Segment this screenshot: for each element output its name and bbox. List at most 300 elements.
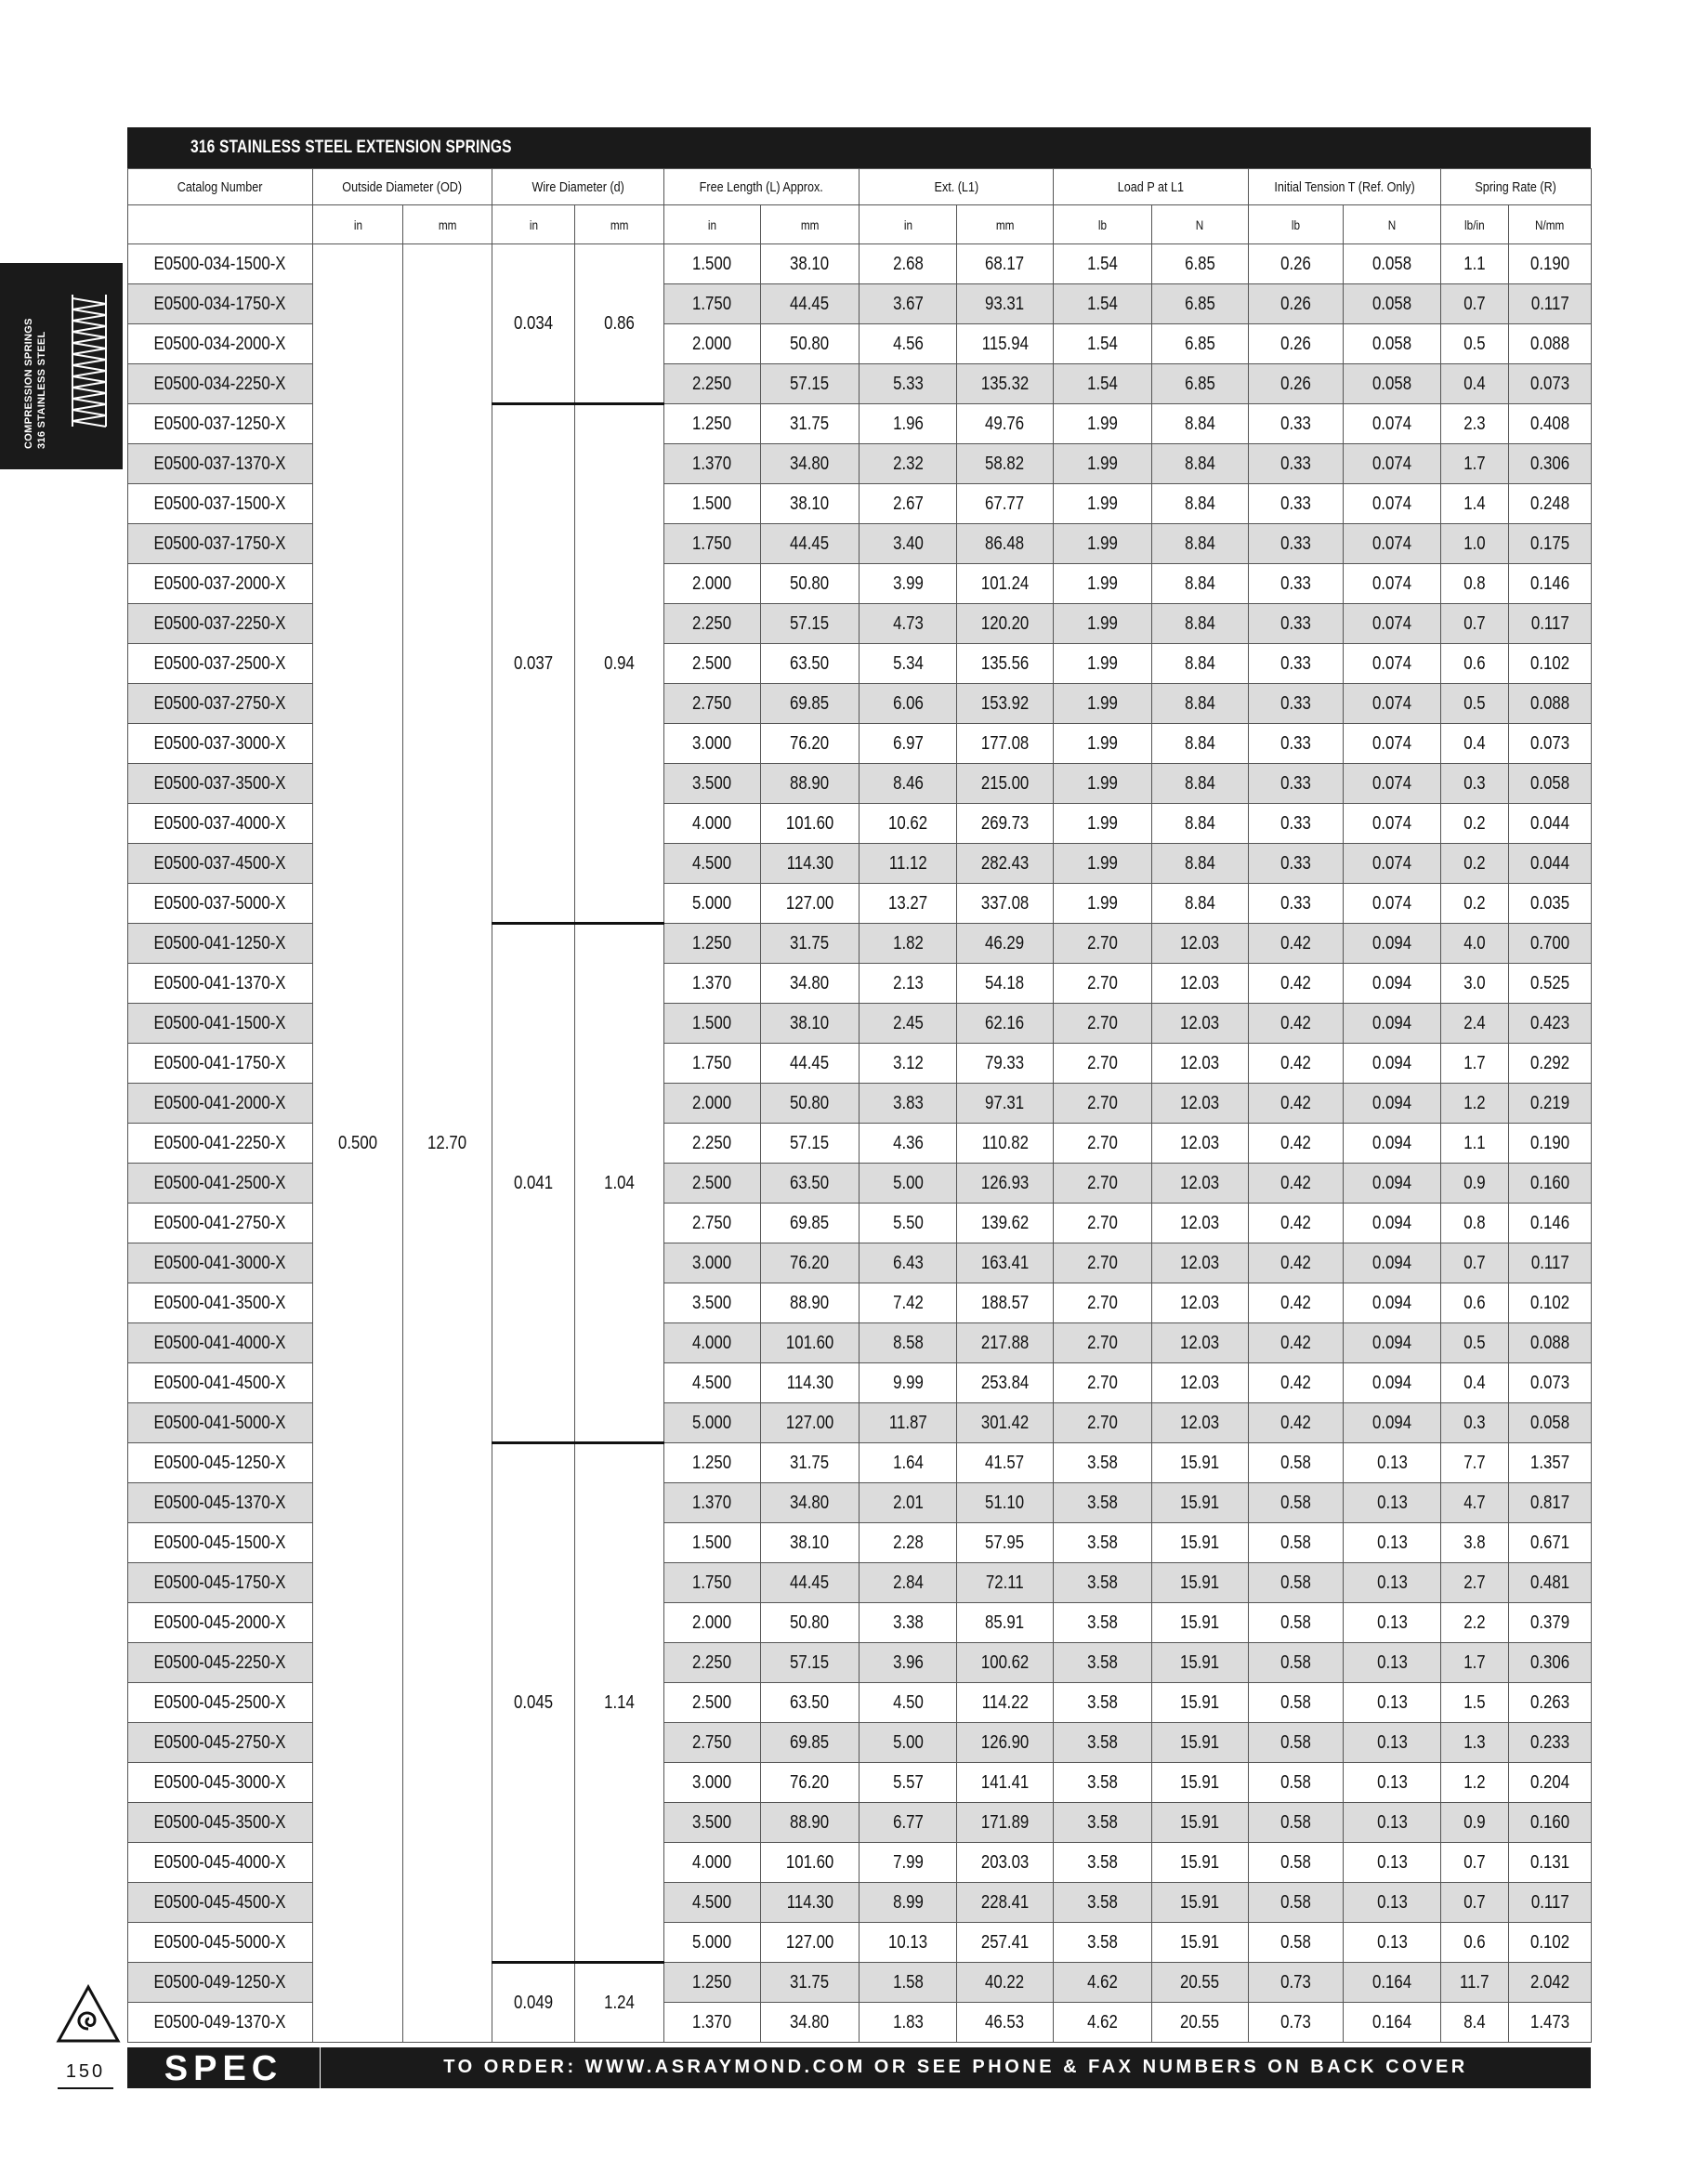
tension-n-cell: 0.074 — [1344, 444, 1441, 484]
tension-n-cell: 0.13 — [1344, 1723, 1441, 1763]
tension-lb-cell: 0.73 — [1249, 1963, 1344, 2003]
load-n-cell: 6.85 — [1152, 324, 1249, 364]
load-lb-cell: 2.70 — [1054, 964, 1152, 1004]
rate-lbin-cell: 0.4 — [1441, 724, 1509, 764]
free-length-mm-cell: 38.10 — [761, 244, 860, 284]
free-length-in-cell: 1.750 — [664, 1044, 761, 1084]
catalog-number-cell: E0500-037-2500-X — [128, 644, 313, 684]
catalog-number-cell: E0500-041-4500-X — [128, 1363, 313, 1403]
ext-mm-cell: 49.76 — [957, 404, 1054, 444]
wire-in-cell: 0.049 — [492, 1963, 575, 2043]
rate-lbin-cell: 1.7 — [1441, 1643, 1509, 1683]
free-length-in-cell: 5.000 — [664, 884, 761, 924]
catalog-number-cell: E0500-037-1750-X — [128, 524, 313, 564]
rate-nmm-cell: 0.190 — [1509, 244, 1592, 284]
tension-n-cell: 0.058 — [1344, 244, 1441, 284]
side-tab-line1: COMPRESSION SPRINGS — [23, 318, 34, 449]
rate-lbin-cell: 1.1 — [1441, 1124, 1509, 1164]
free-length-in-cell: 1.500 — [664, 1523, 761, 1563]
free-length-mm-cell: 31.75 — [761, 924, 860, 964]
unit-header-cell: in — [664, 205, 761, 244]
catalog-number-cell: E0500-045-1370-X — [128, 1483, 313, 1523]
free-length-mm-cell: 63.50 — [761, 1683, 860, 1723]
free-length-in-cell: 4.000 — [664, 1323, 761, 1363]
catalog-number-cell: E0500-041-2500-X — [128, 1164, 313, 1204]
ext-in-cell: 2.32 — [860, 444, 957, 484]
free-length-mm-cell: 31.75 — [761, 404, 860, 444]
tension-lb-cell: 0.58 — [1249, 1523, 1344, 1563]
free-length-in-cell: 1.370 — [664, 2003, 761, 2043]
load-n-cell: 15.91 — [1152, 1443, 1249, 1483]
rate-lbin-cell: 4.7 — [1441, 1483, 1509, 1523]
free-length-mm-cell: 38.10 — [761, 484, 860, 524]
ext-mm-cell: 115.94 — [957, 324, 1054, 364]
load-n-cell: 12.03 — [1152, 1363, 1249, 1403]
ext-in-cell: 2.67 — [860, 484, 957, 524]
ext-in-cell: 5.33 — [860, 364, 957, 404]
tension-n-cell: 0.13 — [1344, 1763, 1441, 1803]
tension-lb-cell: 0.33 — [1249, 404, 1344, 444]
load-n-cell: 8.84 — [1152, 844, 1249, 884]
catalog-number-cell: E0500-041-5000-X — [128, 1403, 313, 1443]
free-length-mm-cell: 76.20 — [761, 724, 860, 764]
tension-n-cell: 0.094 — [1344, 1084, 1441, 1124]
ext-in-cell: 3.12 — [860, 1044, 957, 1084]
load-n-cell: 20.55 — [1152, 2003, 1249, 2043]
load-lb-cell: 1.99 — [1054, 444, 1152, 484]
free-length-in-cell: 4.000 — [664, 1843, 761, 1883]
rate-nmm-cell: 1.473 — [1509, 2003, 1592, 2043]
free-length-in-cell: 2.750 — [664, 684, 761, 724]
unit-header-cell: mm — [575, 205, 664, 244]
load-lb-cell: 1.54 — [1054, 324, 1152, 364]
free-length-in-cell: 1.250 — [664, 404, 761, 444]
tension-lb-cell: 0.58 — [1249, 1643, 1344, 1683]
load-n-cell: 8.84 — [1152, 444, 1249, 484]
tension-lb-cell: 0.33 — [1249, 884, 1344, 924]
header-wire-diameter: Wire Diameter (d) — [492, 169, 664, 205]
tension-lb-cell: 0.26 — [1249, 284, 1344, 324]
load-lb-cell: 2.70 — [1054, 1283, 1152, 1323]
load-lb-cell: 3.58 — [1054, 1603, 1152, 1643]
rate-lbin-cell: 2.2 — [1441, 1603, 1509, 1643]
wire-mm-cell: 0.94 — [575, 404, 664, 924]
ext-in-cell: 3.40 — [860, 524, 957, 564]
unit-header-cell: in — [313, 205, 403, 244]
free-length-in-cell: 2.250 — [664, 604, 761, 644]
tension-n-cell: 0.074 — [1344, 524, 1441, 564]
free-length-mm-cell: 88.90 — [761, 1283, 860, 1323]
unit-header-cell: in — [492, 205, 575, 244]
catalog-number-cell: E0500-041-2000-X — [128, 1084, 313, 1124]
ext-mm-cell: 153.92 — [957, 684, 1054, 724]
ext-in-cell: 4.73 — [860, 604, 957, 644]
tension-lb-cell: 0.58 — [1249, 1563, 1344, 1603]
load-n-cell: 12.03 — [1152, 1323, 1249, 1363]
load-n-cell: 12.03 — [1152, 1004, 1249, 1044]
rate-lbin-cell: 1.5 — [1441, 1683, 1509, 1723]
rate-lbin-cell: 0.3 — [1441, 1403, 1509, 1443]
unit-header-cell: N — [1344, 205, 1441, 244]
tension-lb-cell: 0.42 — [1249, 1164, 1344, 1204]
ext-mm-cell: 97.31 — [957, 1084, 1054, 1124]
catalog-number-cell: E0500-045-2000-X — [128, 1603, 313, 1643]
wire-in-cell: 0.037 — [492, 404, 575, 924]
free-length-mm-cell: 44.45 — [761, 1044, 860, 1084]
tension-n-cell: 0.074 — [1344, 764, 1441, 804]
load-n-cell: 15.91 — [1152, 1763, 1249, 1803]
free-length-mm-cell: 38.10 — [761, 1523, 860, 1563]
load-n-cell: 8.84 — [1152, 764, 1249, 804]
catalog-number-cell: E0500-034-1500-X — [128, 244, 313, 284]
rate-nmm-cell: 1.357 — [1509, 1443, 1592, 1483]
rate-nmm-cell: 0.408 — [1509, 404, 1592, 444]
rate-lbin-cell: 1.1 — [1441, 244, 1509, 284]
unit-header-cell: lb — [1054, 205, 1152, 244]
tension-lb-cell: 0.26 — [1249, 244, 1344, 284]
rate-lbin-cell: 0.2 — [1441, 804, 1509, 844]
tension-lb-cell: 0.33 — [1249, 764, 1344, 804]
ext-mm-cell: 58.82 — [957, 444, 1054, 484]
load-lb-cell: 3.58 — [1054, 1723, 1152, 1763]
tension-n-cell: 0.13 — [1344, 1843, 1441, 1883]
load-n-cell: 12.03 — [1152, 1403, 1249, 1443]
rate-nmm-cell: 0.058 — [1509, 764, 1592, 804]
tension-n-cell: 0.094 — [1344, 1204, 1441, 1243]
tension-n-cell: 0.094 — [1344, 924, 1441, 964]
page-number-underline — [58, 2087, 113, 2089]
free-length-mm-cell: 50.80 — [761, 564, 860, 604]
load-n-cell: 12.03 — [1152, 964, 1249, 1004]
rate-nmm-cell: 0.175 — [1509, 524, 1592, 564]
load-n-cell: 12.03 — [1152, 1084, 1249, 1124]
tension-n-cell: 0.094 — [1344, 1403, 1441, 1443]
tension-lb-cell: 0.58 — [1249, 1443, 1344, 1483]
rate-nmm-cell: 0.671 — [1509, 1523, 1592, 1563]
tension-n-cell: 0.058 — [1344, 284, 1441, 324]
ext-in-cell: 10.13 — [860, 1923, 957, 1963]
load-lb-cell: 1.99 — [1054, 564, 1152, 604]
load-n-cell: 15.91 — [1152, 1483, 1249, 1523]
load-lb-cell: 1.99 — [1054, 524, 1152, 564]
ext-in-cell: 8.46 — [860, 764, 957, 804]
rate-lbin-cell: 1.3 — [1441, 1723, 1509, 1763]
load-lb-cell: 1.99 — [1054, 604, 1152, 644]
rate-lbin-cell: 7.7 — [1441, 1443, 1509, 1483]
load-lb-cell: 2.70 — [1054, 1403, 1152, 1443]
header-extension: Ext. (L1) — [860, 169, 1054, 205]
rate-lbin-cell: 0.7 — [1441, 284, 1509, 324]
load-lb-cell: 2.70 — [1054, 1084, 1152, 1124]
free-length-mm-cell: 69.85 — [761, 1204, 860, 1243]
tension-n-cell: 0.094 — [1344, 1164, 1441, 1204]
rate-lbin-cell: 0.4 — [1441, 364, 1509, 404]
rate-lbin-cell: 11.7 — [1441, 1963, 1509, 2003]
free-length-mm-cell: 127.00 — [761, 1403, 860, 1443]
ext-mm-cell: 86.48 — [957, 524, 1054, 564]
load-n-cell: 15.91 — [1152, 1803, 1249, 1843]
free-length-in-cell: 1.500 — [664, 1004, 761, 1044]
catalog-number-cell: E0500-045-2250-X — [128, 1643, 313, 1683]
free-length-in-cell: 2.750 — [664, 1204, 761, 1243]
tension-lb-cell: 0.26 — [1249, 324, 1344, 364]
table-title: 316 STAINLESS STEEL EXTENSION SPRINGS — [190, 138, 512, 157]
load-n-cell: 8.84 — [1152, 404, 1249, 444]
rate-nmm-cell: 0.044 — [1509, 844, 1592, 884]
load-lb-cell: 2.70 — [1054, 1323, 1152, 1363]
rate-lbin-cell: 1.7 — [1441, 444, 1509, 484]
tension-lb-cell: 0.33 — [1249, 524, 1344, 564]
free-length-mm-cell: 127.00 — [761, 884, 860, 924]
load-lb-cell: 2.70 — [1054, 1204, 1152, 1243]
tension-n-cell: 0.058 — [1344, 324, 1441, 364]
catalog-number-cell: E0500-045-4000-X — [128, 1843, 313, 1883]
ext-in-cell: 7.99 — [860, 1843, 957, 1883]
ext-in-cell: 5.34 — [860, 644, 957, 684]
ext-mm-cell: 62.16 — [957, 1004, 1054, 1044]
ext-mm-cell: 177.08 — [957, 724, 1054, 764]
free-length-in-cell: 2.000 — [664, 1084, 761, 1124]
table-title-bar — [127, 127, 1591, 168]
rate-nmm-cell: 0.423 — [1509, 1004, 1592, 1044]
tension-n-cell: 0.13 — [1344, 1523, 1441, 1563]
load-n-cell: 15.91 — [1152, 1563, 1249, 1603]
spec-table — [127, 168, 1592, 2043]
free-length-mm-cell: 69.85 — [761, 684, 860, 724]
tension-lb-cell: 0.33 — [1249, 684, 1344, 724]
page-number: 150 — [65, 2061, 106, 2082]
load-n-cell: 8.84 — [1152, 604, 1249, 644]
ext-mm-cell: 257.41 — [957, 1923, 1054, 1963]
tension-n-cell: 0.074 — [1344, 484, 1441, 524]
tension-n-cell: 0.13 — [1344, 1683, 1441, 1723]
ext-mm-cell: 269.73 — [957, 804, 1054, 844]
load-n-cell: 20.55 — [1152, 1963, 1249, 2003]
rate-nmm-cell: 0.219 — [1509, 1084, 1592, 1124]
catalog-number-cell: E0500-045-3000-X — [128, 1763, 313, 1803]
section-side-tab[interactable] — [0, 263, 123, 469]
ext-mm-cell: 72.11 — [957, 1563, 1054, 1603]
tension-n-cell: 0.13 — [1344, 1563, 1441, 1603]
load-lb-cell: 1.99 — [1054, 804, 1152, 844]
catalog-number-cell: E0500-037-2000-X — [128, 564, 313, 604]
tension-lb-cell: 0.33 — [1249, 564, 1344, 604]
catalog-number-cell: E0500-041-1750-X — [128, 1044, 313, 1084]
rate-nmm-cell: 0.058 — [1509, 1403, 1592, 1443]
free-length-mm-cell: 34.80 — [761, 444, 860, 484]
load-lb-cell: 2.70 — [1054, 1004, 1152, 1044]
tension-lb-cell: 0.26 — [1249, 364, 1344, 404]
catalog-number-cell: E0500-037-2750-X — [128, 684, 313, 724]
ext-mm-cell: 217.88 — [957, 1323, 1054, 1363]
side-tab-text — [22, 291, 65, 449]
ext-in-cell: 5.00 — [860, 1164, 957, 1204]
tension-lb-cell: 0.58 — [1249, 1723, 1344, 1763]
free-length-mm-cell: 63.50 — [761, 644, 860, 684]
free-length-in-cell: 3.500 — [664, 1283, 761, 1323]
catalog-number-cell: E0500-041-3500-X — [128, 1283, 313, 1323]
rate-lbin-cell: 1.2 — [1441, 1763, 1509, 1803]
catalog-number-cell: E0500-037-3000-X — [128, 724, 313, 764]
ext-in-cell: 1.83 — [860, 2003, 957, 2043]
catalog-number-cell: E0500-041-2750-X — [128, 1204, 313, 1243]
load-lb-cell: 1.99 — [1054, 764, 1152, 804]
ext-in-cell: 2.28 — [860, 1523, 957, 1563]
catalog-number-cell: E0500-045-3500-X — [128, 1803, 313, 1843]
free-length-mm-cell: 50.80 — [761, 1084, 860, 1124]
triangle-spiral-logo-icon — [56, 1984, 121, 2044]
tension-n-cell: 0.13 — [1344, 1603, 1441, 1643]
table-row — [128, 244, 1592, 284]
tension-lb-cell: 0.42 — [1249, 1044, 1344, 1084]
ext-mm-cell: 253.84 — [957, 1363, 1054, 1403]
order-info-text[interactable]: TO ORDER: WWW.ASRAYMOND.COM OR SEE PHONE & FAX NUMBERS ON BACK COVER — [443, 2057, 1468, 2077]
tension-lb-cell: 0.42 — [1249, 1004, 1344, 1044]
rate-nmm-cell: 0.146 — [1509, 564, 1592, 604]
load-lb-cell: 3.58 — [1054, 1483, 1152, 1523]
free-length-mm-cell: 76.20 — [761, 1763, 860, 1803]
free-length-in-cell: 2.500 — [664, 1164, 761, 1204]
rate-lbin-cell: 0.7 — [1441, 604, 1509, 644]
rate-lbin-cell: 0.4 — [1441, 1363, 1509, 1403]
order-footer-bar — [321, 2047, 1591, 2088]
free-length-mm-cell: 34.80 — [761, 2003, 860, 2043]
load-n-cell: 8.84 — [1152, 884, 1249, 924]
tension-n-cell: 0.094 — [1344, 1283, 1441, 1323]
ext-mm-cell: 79.33 — [957, 1044, 1054, 1084]
ext-mm-cell: 337.08 — [957, 884, 1054, 924]
catalog-number-cell: E0500-037-4000-X — [128, 804, 313, 844]
load-lb-cell: 1.99 — [1054, 684, 1152, 724]
ext-in-cell: 1.64 — [860, 1443, 957, 1483]
spec-logo — [127, 2047, 320, 2088]
rate-nmm-cell: 0.117 — [1509, 604, 1592, 644]
rate-lbin-cell: 1.4 — [1441, 484, 1509, 524]
free-length-in-cell: 1.250 — [664, 1963, 761, 2003]
tension-lb-cell: 0.42 — [1249, 924, 1344, 964]
free-length-mm-cell: 69.85 — [761, 1723, 860, 1763]
ext-mm-cell: 41.57 — [957, 1443, 1054, 1483]
unit-header-cell: N/mm — [1509, 205, 1592, 244]
tension-n-cell: 0.074 — [1344, 844, 1441, 884]
catalog-number-cell: E0500-037-1370-X — [128, 444, 313, 484]
tension-lb-cell: 0.33 — [1249, 644, 1344, 684]
ext-mm-cell: 46.29 — [957, 924, 1054, 964]
load-n-cell: 8.84 — [1152, 564, 1249, 604]
free-length-in-cell: 3.000 — [664, 724, 761, 764]
load-n-cell: 6.85 — [1152, 364, 1249, 404]
catalog-number-cell: E0500-037-5000-X — [128, 884, 313, 924]
free-length-in-cell: 5.000 — [664, 1403, 761, 1443]
ext-in-cell: 8.99 — [860, 1883, 957, 1923]
rate-nmm-cell: 0.525 — [1509, 964, 1592, 1004]
tension-lb-cell: 0.42 — [1249, 1283, 1344, 1323]
free-length-in-cell: 4.500 — [664, 844, 761, 884]
ext-in-cell: 11.12 — [860, 844, 957, 884]
load-n-cell: 12.03 — [1152, 1124, 1249, 1164]
od-mm-cell: 12.70 — [403, 244, 492, 2043]
tension-lb-cell: 0.42 — [1249, 1323, 1344, 1363]
free-length-mm-cell: 50.80 — [761, 1603, 860, 1643]
rate-lbin-cell: 0.7 — [1441, 1843, 1509, 1883]
ext-in-cell: 3.96 — [860, 1643, 957, 1683]
ext-mm-cell: 40.22 — [957, 1963, 1054, 2003]
load-lb-cell: 3.58 — [1054, 1443, 1152, 1483]
free-length-in-cell: 5.000 — [664, 1923, 761, 1963]
tension-n-cell: 0.13 — [1344, 1443, 1441, 1483]
header-spring-rate: Spring Rate (R) — [1441, 169, 1592, 205]
tension-lb-cell: 0.33 — [1249, 724, 1344, 764]
tension-n-cell: 0.058 — [1344, 364, 1441, 404]
load-lb-cell: 2.70 — [1054, 1243, 1152, 1283]
tension-n-cell: 0.13 — [1344, 1803, 1441, 1843]
ext-mm-cell: 101.24 — [957, 564, 1054, 604]
ext-mm-cell: 54.18 — [957, 964, 1054, 1004]
table-body — [128, 244, 1592, 2043]
catalog-number-cell: E0500-049-1370-X — [128, 2003, 313, 2043]
tension-lb-cell: 0.58 — [1249, 1923, 1344, 1963]
load-lb-cell: 2.70 — [1054, 1044, 1152, 1084]
wire-mm-cell: 0.86 — [575, 244, 664, 404]
rate-nmm-cell: 0.073 — [1509, 724, 1592, 764]
catalog-number-cell: E0500-049-1250-X — [128, 1963, 313, 2003]
tension-n-cell: 0.094 — [1344, 1044, 1441, 1084]
ext-mm-cell: 126.93 — [957, 1164, 1054, 1204]
rate-nmm-cell: 0.102 — [1509, 1283, 1592, 1323]
rate-nmm-cell: 0.204 — [1509, 1763, 1592, 1803]
rate-nmm-cell: 0.102 — [1509, 644, 1592, 684]
free-length-in-cell: 1.750 — [664, 524, 761, 564]
rate-lbin-cell: 1.7 — [1441, 1044, 1509, 1084]
load-n-cell: 12.03 — [1152, 1164, 1249, 1204]
rate-lbin-cell: 0.5 — [1441, 324, 1509, 364]
ext-mm-cell: 51.10 — [957, 1483, 1054, 1523]
rate-nmm-cell: 0.190 — [1509, 1124, 1592, 1164]
load-lb-cell: 3.58 — [1054, 1843, 1152, 1883]
ext-mm-cell: 171.89 — [957, 1803, 1054, 1843]
rate-lbin-cell: 0.2 — [1441, 844, 1509, 884]
tension-lb-cell: 0.42 — [1249, 1403, 1344, 1443]
compression-spring-icon — [69, 291, 110, 430]
free-length-in-cell: 1.500 — [664, 244, 761, 284]
load-lb-cell: 3.58 — [1054, 1563, 1152, 1603]
ext-in-cell: 2.84 — [860, 1563, 957, 1603]
free-length-mm-cell: 101.60 — [761, 804, 860, 844]
ext-mm-cell: 141.41 — [957, 1763, 1054, 1803]
rate-lbin-cell: 2.3 — [1441, 404, 1509, 444]
rate-lbin-cell: 0.5 — [1441, 1323, 1509, 1363]
load-n-cell: 8.84 — [1152, 804, 1249, 844]
tension-n-cell: 0.13 — [1344, 1923, 1441, 1963]
load-n-cell: 15.91 — [1152, 1723, 1249, 1763]
ext-mm-cell: 100.62 — [957, 1643, 1054, 1683]
ext-in-cell: 4.56 — [860, 324, 957, 364]
free-length-in-cell: 1.500 — [664, 484, 761, 524]
tension-n-cell: 0.13 — [1344, 1483, 1441, 1523]
free-length-mm-cell: 127.00 — [761, 1923, 860, 1963]
load-n-cell: 12.03 — [1152, 1243, 1249, 1283]
ext-mm-cell: 46.53 — [957, 2003, 1054, 2043]
ext-in-cell: 6.97 — [860, 724, 957, 764]
load-lb-cell: 1.99 — [1054, 724, 1152, 764]
tension-lb-cell: 0.42 — [1249, 1243, 1344, 1283]
catalog-number-cell: E0500-045-1750-X — [128, 1563, 313, 1603]
tension-lb-cell: 0.42 — [1249, 1124, 1344, 1164]
header-unit-row — [128, 205, 1592, 244]
ext-mm-cell: 215.00 — [957, 764, 1054, 804]
load-lb-cell: 1.99 — [1054, 844, 1152, 884]
free-length-in-cell: 2.000 — [664, 1603, 761, 1643]
